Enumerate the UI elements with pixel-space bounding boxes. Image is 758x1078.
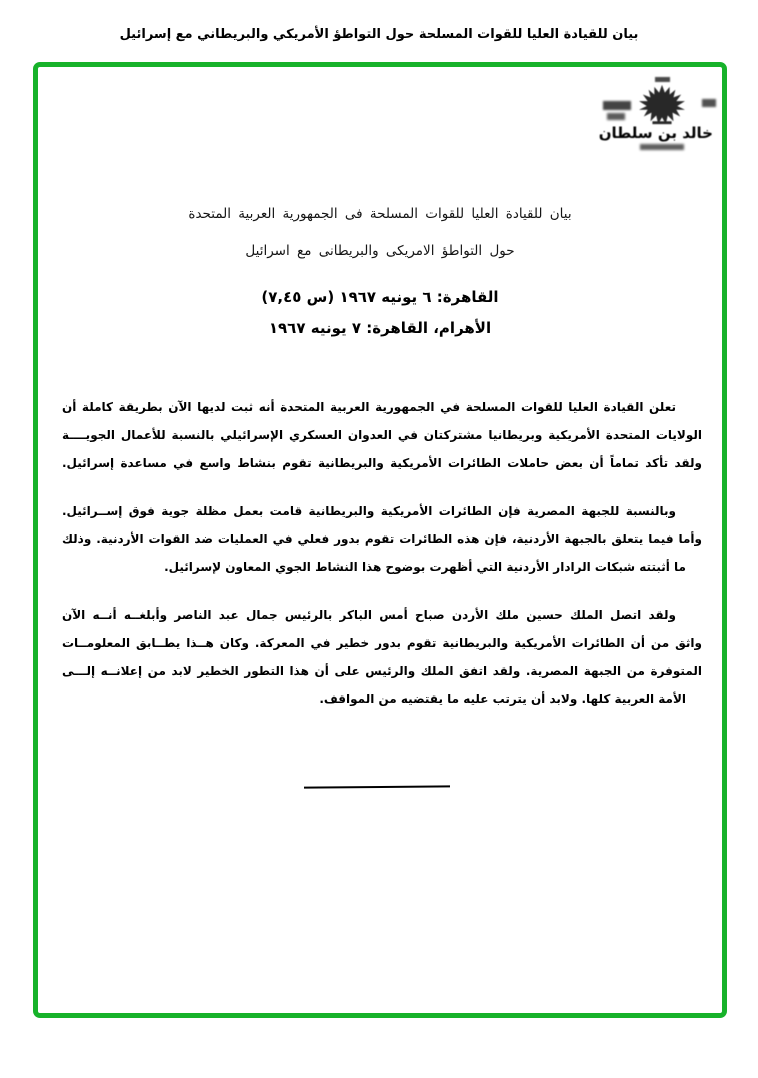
body-line: ولقد تأكد تماماً أن بعض حاملات الطائرات الأمريكية والبريطانية تقوم بنشاط واسع في مساعدة إسرائيل. bbox=[62, 456, 702, 470]
document-body bbox=[62, 393, 702, 733]
document-heading-line-2: حول التواطؤ الامريكى والبريطانى مع اسرائيل bbox=[245, 243, 515, 259]
body-line: وبالنسبة للجبهة المصرية فإن الطائرات الأمريكية والبريطانية قامت بعمل مظلة جوية فوق إســرائيل. bbox=[62, 504, 676, 518]
date-line-cairo: القاهرة: ٦ يونيه ١٩٦٧ (س ٧,٤٥) bbox=[261, 288, 499, 306]
body-line: المتوفرة من الجبهة المصرية. ولقد اتفق الملك والرئيس على أن هذا التطور الخطير لابد من إعلانــه إلـــى bbox=[62, 664, 702, 678]
body-line: الولايات المتحدة الأمريكية وبريطانيا مشتركتان في العدوان العسكري الإسرائيلي بالنسبة للأعمال الجويــــة bbox=[62, 428, 702, 442]
paragraph bbox=[62, 601, 702, 713]
body-line: ما أثبتته شبكات الرادار الأردنية التي أظهرت بوضوح هذا النشاط الجوي المعاون لإسرائيل. bbox=[164, 560, 686, 574]
page-title: بيان للقيادة العليا للقوات المسلحة حول التواطؤ الأمريكي والبريطاني مع إسرائيل bbox=[119, 27, 639, 42]
paragraph bbox=[62, 393, 702, 477]
divider-line bbox=[304, 785, 450, 788]
document-heading-line-1: بيان للقيادة العليا للقوات المسلحة فى الجمهورية العربية المتحدة bbox=[188, 206, 572, 222]
stamp-side-smudge bbox=[702, 99, 716, 107]
body-line: ولقد اتصل الملك حسين ملك الأردن صباح أمس الباكر بالرئيس جمال عبد الناصر وأبلغــه أنــه الآن bbox=[62, 608, 676, 622]
stamp bbox=[598, 77, 713, 173]
stamp-side-smudge bbox=[603, 101, 631, 110]
stamp-name: خالد بن سلطان bbox=[598, 124, 713, 142]
date-line-ahram: الأهرام، القاهرة: ٧ يونيه ١٩٦٧ bbox=[268, 319, 492, 337]
body-line: الأمة العربية كلها. ولابد أن يترتب عليه ما يقتضيه من المواقف. bbox=[319, 692, 686, 706]
eagle-emblem-icon bbox=[635, 83, 689, 127]
body-line: تعلن القيادة العليا للقوات المسلحة في الجمهورية العربية المتحدة أنه ثبت لديها الآن بطريقة كاملة أن bbox=[62, 400, 676, 414]
paragraph bbox=[62, 497, 702, 581]
stamp-side-smudge bbox=[607, 113, 625, 120]
stamp-sub-smudge bbox=[640, 144, 684, 150]
body-line: وأما فيما يتعلق بالجبهة الأردنية، فإن هذه الطائرات تقوم بدور فعلي في العمليات ضد القوات الأردنية. وذلك bbox=[62, 532, 702, 546]
document-frame bbox=[33, 62, 727, 1018]
stamp-top-smudge bbox=[655, 77, 670, 82]
body-line: واثق من أن الطائرات الأمريكية والبريطانية تقوم بدور خطير في المعركة. وكان هــذا يطــابق المعلومــات bbox=[62, 636, 702, 650]
